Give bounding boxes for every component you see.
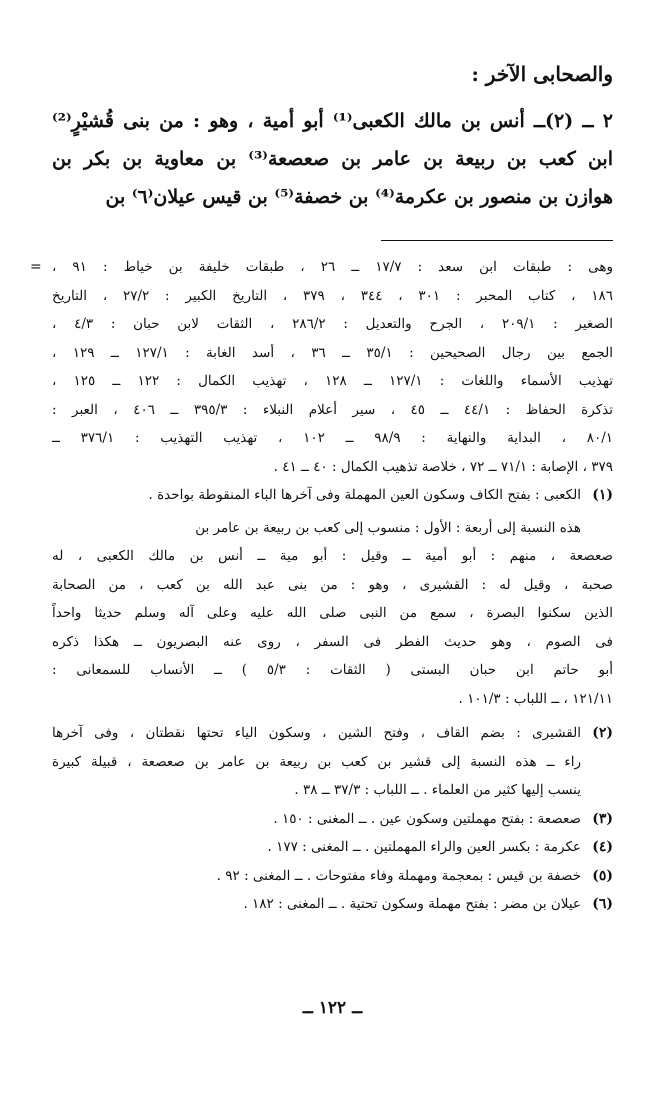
sources-line: ٣٧٩ ، الإصابة : ٧١/١ ــ ٧٢ ، خلاصة تذهيب الكمال : ٤٠ ــ ٤١ . — [273, 458, 613, 475]
footnote-4 — [52, 833, 613, 862]
main-line: ٢ ــ (٢)ــ أنس بن مالك الكعبى⁽¹⁾ أبو أمية ، وهو : من بنى قُشيْرٍ⁽²⁾ — [52, 110, 613, 132]
main-line: ابن كعب بن ربيعة بن عامر بن صعصعة⁽³⁾ بن معاوية بن بكر بن — [52, 148, 613, 170]
footnote-number: (٢) — [592, 725, 613, 741]
footnote-divider — [381, 240, 613, 241]
detail-line: صحبة ، وقيل له : القشيرى ، وهو : من بنى عبد الله بن كعب ، من الصحابة — [52, 576, 613, 593]
footnote-1-detail — [52, 514, 613, 714]
detail-line: فى الصوم ، وهو حديث الفطر فى السفر ، روى عنه البصريون ــ هكذا ذكره — [52, 633, 613, 650]
footnote-line: القشيرى : بضم القاف ، وفتح الشين ، وسكون الياء تحتها نقطتان ، وفى آخرها — [52, 725, 581, 741]
sources-line: ٨٠/١ ، البداية والنهاية : ٩٨/٩ ــ ١٠٢ ، تهذيب التهذيب : ٣٧٦/١ ــ — [52, 430, 614, 446]
detail-line: أبو حاتم ابن حبان البستى ( الثقات : ٥/٣ ) ــ الأنساب للسمعانى : — [52, 662, 613, 678]
main-entry — [52, 102, 613, 216]
footnote-line: صعصعة : بفتح مهملتين وسكون عين . ــ المغنى : ١٥٠ . — [273, 810, 581, 827]
sources-continuation — [30, 253, 614, 481]
footnote-5 — [52, 862, 613, 891]
footnote-line: عكرمة : بكسر العين والراء المهملتين . ــ المغنى : ١٧٧ . — [267, 839, 581, 855]
footnote-number: (٥) — [592, 867, 613, 884]
detail-line: هذه النسبة إلى أربعة : الأول : منسوب إلى كعب بن ربيعة بن عامر بن — [195, 519, 581, 536]
sources-line: تهذيب الأسماء واللغات : ١٢٧/١ ــ ١٢٨ ، تهذيب الكمال : ١٢٢ ــ ١٢٥ ، — [52, 373, 613, 389]
sources-line: ١٨٦ ، كتاب المحبر : ٣٠١ ، ٣٤٤ ، ٣٧٩ ، التاريخ الكبير : ٢٧/٢ ، التاريخ — [52, 287, 613, 304]
section-heading: والصحابى الآخر : — [471, 62, 613, 86]
footnote-line: ينسب إليها كثير من العلماء . ــ اللباب : ٣٧/٣ ــ ٣٨ . — [294, 782, 581, 798]
sources-line: الصغير : ٢٠٩/١ ، الجرح والتعديل : ٢٨٦/٢ ، الثقات لابن حبان : ٤/٣ ، — [52, 316, 614, 332]
footnote-3 — [52, 805, 613, 834]
footnote-6 — [52, 890, 613, 919]
continuation-mark: = — [30, 259, 42, 275]
footnote-line: الكعبى : بفتح الكاف وسكون العين المهملة وفى آخرها الباء المنقوطة بواحدة . — [148, 487, 581, 503]
footnote-line: راء ــ هذه النسبة إلى قشير بن كعب بن ربيعة بن عامر بن صعصعة ، قبيلة كبيرة — [52, 753, 581, 770]
footnote-body — [52, 481, 581, 510]
sources-line — [30, 253, 613, 282]
footnote-line: خصفة بن قيس : بمعجمة ومهملة وفاء مفتوحات . ــ المغنى : ٩٢ . — [216, 867, 581, 884]
detail-line: صعصعة ، منهم : أبو أمية ــ وقيل : أبو مية ــ أنس بن مالك الكعبى ، له — [52, 548, 613, 564]
footnote-number: (١) — [592, 487, 613, 503]
footnote-2 — [52, 719, 613, 805]
sources-line: تذكرة الحفاظ : ٤٤/١ ــ ٤٥ ، سير أعلام النبلاء : ٣٩٥/٣ ــ ٤٠٦ ، العبر : — [52, 401, 613, 418]
footnote-number: (٤) — [592, 839, 613, 855]
detail-line: ١٢١/١١ ، ــ اللباب : ١٠١/٣ . — [458, 690, 613, 707]
page-number: ــ ١٢٢ ــ — [302, 998, 363, 1018]
footnote-number: (٦) — [592, 896, 613, 912]
sources-line-text: وهى : طبقات ابن سعد : ١٧/٧ ــ ٢٦ ، طبقات خليفة بن خياط : ٩١ ، — [52, 259, 613, 275]
footnote-line: عيلان بن مضر : بفتح مهملة وسكون تحتية . ــ المغنى : ١٨٢ . — [243, 896, 581, 912]
sources-line: الجمع بين رجال الصحيحين : ٣٥/١ ــ ٣٦ ، أسد الغابة : ١٢٧/١ ــ ١٢٩ ، — [52, 344, 614, 361]
footnote-number: (٣) — [592, 810, 613, 827]
footnote-body — [52, 719, 581, 805]
footnotes — [30, 253, 614, 919]
main-line: هوازن بن منصور بن عكرمة⁽⁴⁾ بن خصفة⁽⁵⁾ بن قيس عيلان⁽٦⁾ بن — [105, 186, 613, 208]
footnote-1 — [52, 481, 613, 510]
detail-line: الذين سكنوا البصرة ، سمع من النبى صلى الله عليه وعلى آله وسلم حديثا واحداً — [52, 605, 613, 621]
